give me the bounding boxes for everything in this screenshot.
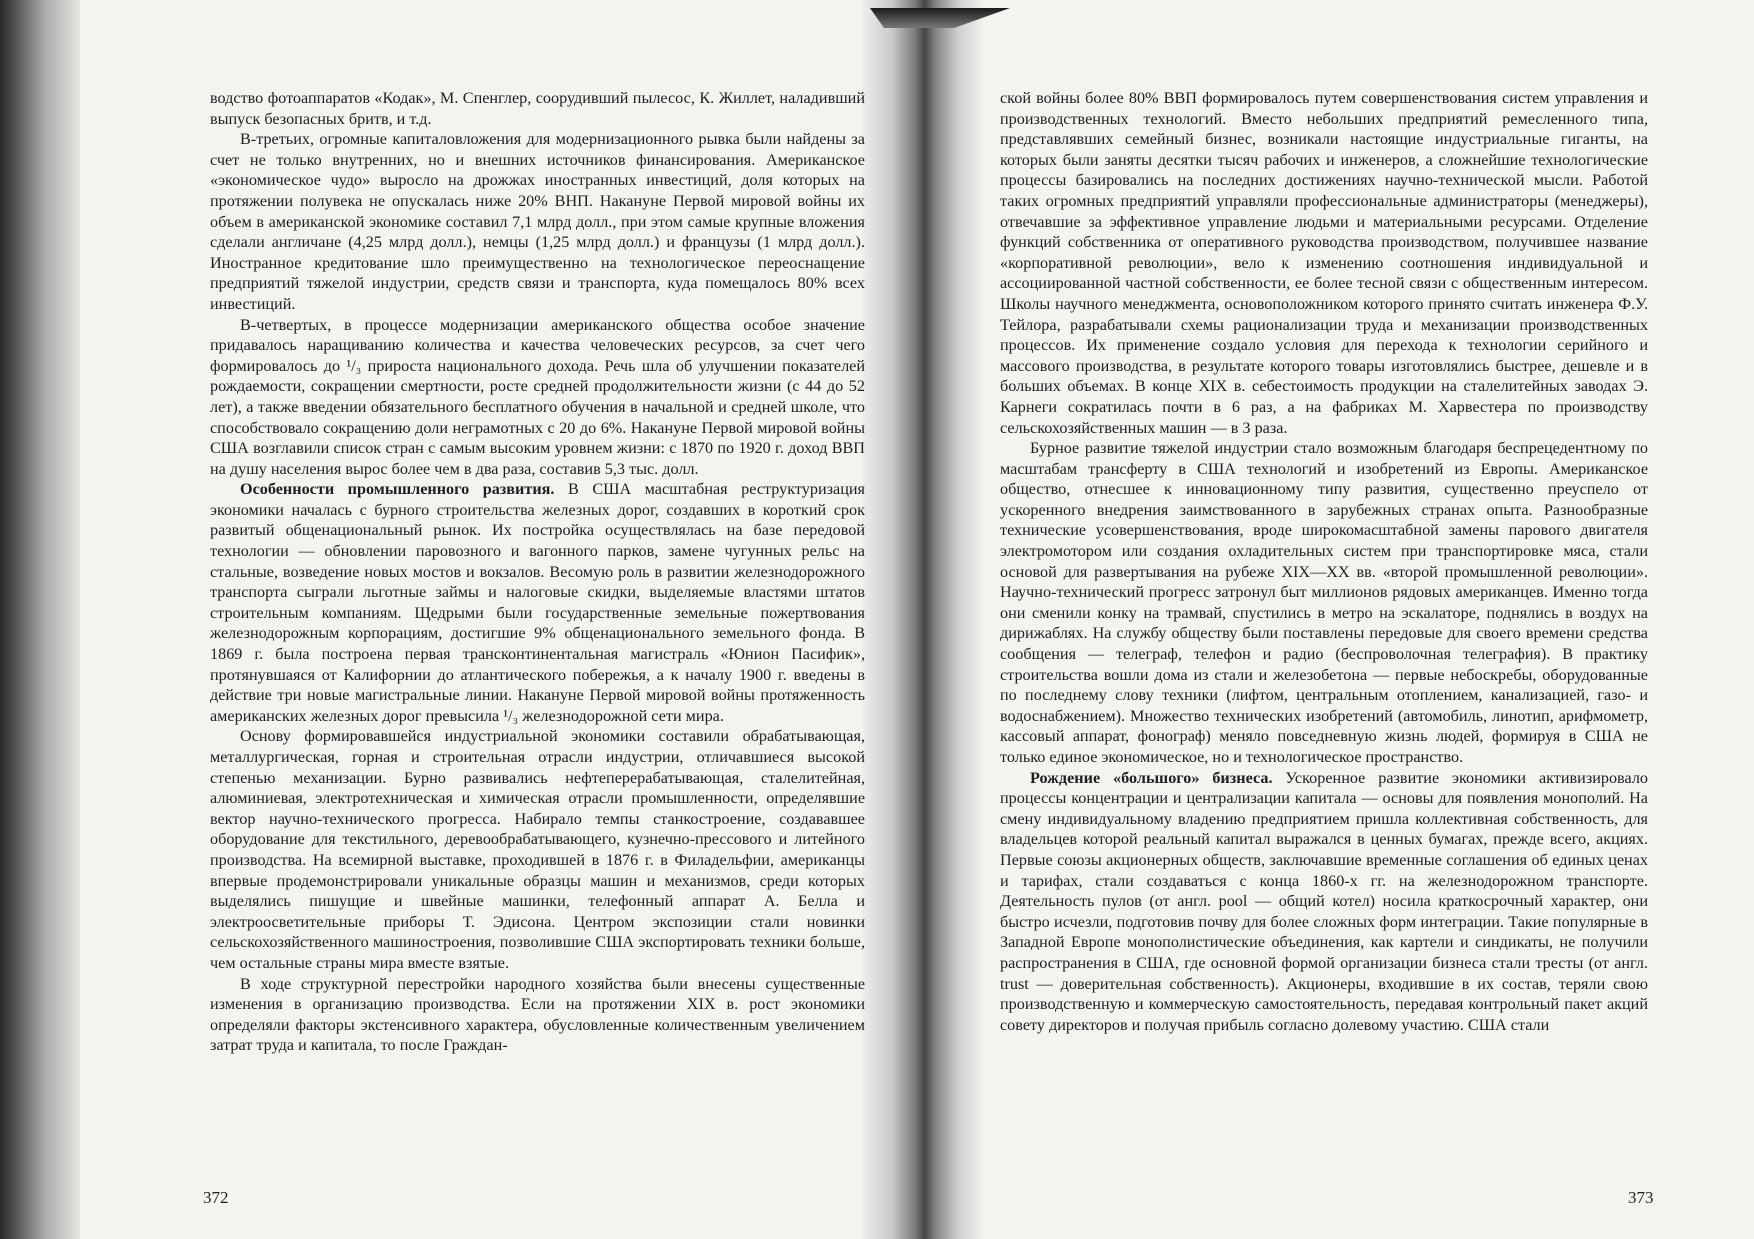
book-gutter <box>862 0 982 1239</box>
book-edge-shadow <box>0 0 80 1239</box>
page-number-right: 373 <box>1628 1188 1654 1207</box>
paragraph-text: В ходе структурной перестройки народного хозяйства были внесены существенные изменения в организацию производства. Если на протяжении XIX в. рост экономики определяли факторы экстенсивного характера, обусловленные количественным увеличением затрат труда и капитала, то после Граждан- <box>210 974 865 1055</box>
section-heading: Особенности промышленного развития. <box>240 480 555 499</box>
paragraph <box>1000 768 1648 1036</box>
paragraph <box>210 974 865 1056</box>
paragraph-text: ской войны более 80% ВВП формировалось путем совершенствования систем управления и производственных технологий. Вместо небольших предприятий ремесленного типа, представлявших семейный бизнес, возникали настоящие индустриальные гиганты, на которых были заняты десятки тысяч рабочих и инженеров, а сложнейшие технологические процессы базировались на последних достижениях научно-технической мысли. Работой таких огромных предприятий управляли профессиональные администраторы (менеджеры), отвечавшие за эффективное управление людьми и материальными ресурсами. Отделение функций собственника от оперативного руководства производством, получившее название «корпоративной революции», вело к изменению соотношения индивидуальной и ассоциированной частной собственности, ее более тесной связи с общественным интересом. Школы научного менеджмента, основоположником которого принято считать инженера Ф.У. Тейлора, разрабатывали схемы рационализации труда и механизации производственных процессов. Их применение создало условия для перехода к технологии серийного и массового производства, в результате которого товары изготовлялись быстрее, дешевле и в больших объемах. В конце XIX в. себестоимость продукции на сталелитейных заводах Э. Карнеги сократилась почти в 6 раз, а на фабриках М. Харвестера по производству сельскохозяйственных машин — в 3 раза. <box>1000 89 1648 437</box>
paragraph-text: В-четвертых, в процессе модернизации американского общества особое значение придавалось наращиванию количества и качества человеческих ресурсов, за счет чего формировалось до ¹/₃ прироста национального дохода. Речь шла об улучшении показателей рождаемости, сокращении смертности, росте средней продолжительности жизни (с 44 до 52 лет), а также введении обязательного бесплатного обучения в начальной и средней школе, что способствовало сокращению доли неграмотных с 20 до 6%. Накануне Первой мировой войны США возглавили список стран с самым высоким уровнем жизни: с 1870 по 1920 г. доход ВВП на душу населения вырос более чем в два раза, составив 5,3 тыс. долл. <box>210 315 865 478</box>
paragraph <box>1000 438 1648 768</box>
page-number-left: 372 <box>203 1188 229 1207</box>
paragraph-text: Бурное развитие тяжелой индустрии стало возможным благодаря беспрецедентному по масштабам трансферту в США технологий и изобретений из Европы. Американское общество, отнесшее к инновационному типу развития, существенно преуспело от ускоренного внедрения заимствованного в зарубежных странах опыта. Разнообразные технические усовершенствования, вроде широкомасштабной замены парового двигателя электромотором или создания охладительных систем при транспортировке мяса, стали основой для развертывания на рубеже XIX—XX вв. «второй промышленной революции». Научно-технический прогресс затронул быт миллионов рядовых американцев. Именно тогда они сменили конку на трамвай, спустились в метро на эскалаторе, поднялись в воздух на дирижаблях. На службу обществу были поставлены передовые для своего времени средства сообщения — телеграф, телефон и радио (беспроволочная телеграфия). В практику строительства вошли дома из стали и железобетона — первые небоскребы, оборудованные по последнему слову техники (лифтом, центральным отоплением, канализацией, газо- и водоснабжением). Множество технических изобретений (автомобиль, линотип, арифмометр, кассовый аппарат, фонограф) меняло повседневную жизнь людей, формируя в США не только единое экономическое, но и технологическое пространство. <box>1000 439 1648 766</box>
paragraph-text: Ускоренное развитие экономики активизировало процессы концентрации и централизации капитала — основы для появления монополий. На смену индивидуальному владению предприятием пришла коллективная собственность, для владельцев которой реальный капитал выражался в ценных бумагах, прежде всего, акциях. Первые союзы акционерных обществ, заключавшие временные соглашения об единых ценах и тарифах, стали создаваться с конца 1860-х гг. на железнодорожном транспорте. Деятельность пулов (от англ. pool — общий котел) носила краткосрочный характер, они быстро исчезли, подготовив почву для более сложных форм интеграции. Такие популярные в Западной Европе монополистические объединения, как картели и синдикаты, не получили распространения в США, где основной формой организации бизнеса стали тресты (от англ. trust — доверительная собственность). Акционеры, входившие в их состав, теряли свою производственную и коммерческую самостоятельность, передавая контрольный пакет акций совету директоров и получая прибыль согласно долевому участию. США стали <box>1000 768 1648 1034</box>
paragraph <box>210 88 865 129</box>
right-page <box>1000 88 1648 1035</box>
paragraph-text: В США масштабная реструктуризация экономики началась с бурного строительства железных дорог, создавших в короткий срок развитый общенациональный рынок. Их постройка осуществлялась на базе передовой технологии — обновлении паровозного и вагонного парков, замене чугунных рельс на стальные, возведение новых мостов и вокзалов. Весомую роль в развитии железнодорожного транспорта сыграли льготные займы и налоговые скидки, выделяемые властями штатов строительным компаниям. Щедрыми были государственные земельные пожертвования железнодорожным корпорациям, достигшие 9% общенационального земельного фонда. В 1869 г. была построена первая трансконтинентальная магистраль «Юнион Пасифик», протянувшаяся от Калифорнии до атлантического побережья, а к началу 1900 г. введены в действие три новые магистральные линии. Накануне Первой мировой войны протяженность американских железных дорог превысила ¹/₃ железнодорожной сети мира. <box>210 480 865 725</box>
paragraph-text: Основу формировавшейся индустриальной экономики составили обрабатывающая, металлургическая, горная и строительная отрасли индустрии, отличавшиеся высокой степенью механизации. Бурно развивались нефтеперерабатывающая, сталелитейная, алюминиевая, электротехническая и химическая отрасли промышленности, определявшие вектор научно-технического прогресса. Набирало темпы станкостроение, создававшее оборудование для текстильного, деревообрабатывающего, кузнечно-прессового и литейного производства. На всемирной выставке, проходившей в 1876 г. в Филадельфии, американцы впервые продемонстрировали уникальные образцы машин и механизмов, среди которых выделялись пишущие и швейные машинки, телефонный аппарат А. Белла и электроосветительные приборы Т. Эдисона. Центром экспозиции стали новинки сельскохозяйственного машиностроения, позволившие США экспортировать техники больше, чем остальные страны мира вместе взятые. <box>210 727 865 972</box>
paragraph <box>210 726 865 973</box>
paragraph-text: В-третьих, огромные капиталовложения для модернизационного рывка были найдены за счет не только внутренних, но и внешних источников финансирования. Американское «экономическое чудо» выросло на дрожжах иностранных инвестиций, доля которых на протяжении полувека не опускалась ниже 20% ВНП. Накануне Первой мировой войны их объем в американской экономике составил 7,1 млрд долл., при этом самые крупные вложения сделали англичане (4,25 млрд долл.), немцы (1,25 млрд долл.) и французы (1 млрд долл.). Иностранное кредитование шло преимущественно на технологическое переоснащение предприятий тяжелой индустрии, средств связи и транспорта, куда помещалось 80% всех инвестиций. <box>210 130 865 313</box>
paragraph <box>210 129 865 314</box>
left-page <box>210 88 865 1056</box>
paragraph <box>1000 88 1648 438</box>
section-heading: Рождение «большого» бизнеса. <box>1030 768 1273 787</box>
paragraph <box>210 315 865 480</box>
paragraph <box>210 479 865 726</box>
book-spine-shadow <box>870 8 1010 28</box>
paragraph-text: водство фотоаппаратов «Кодак», М. Спенглер, соорудивший пылесос, К. Жиллет, наладивший выпуск безопасных бритв, и т.д. <box>210 89 865 128</box>
